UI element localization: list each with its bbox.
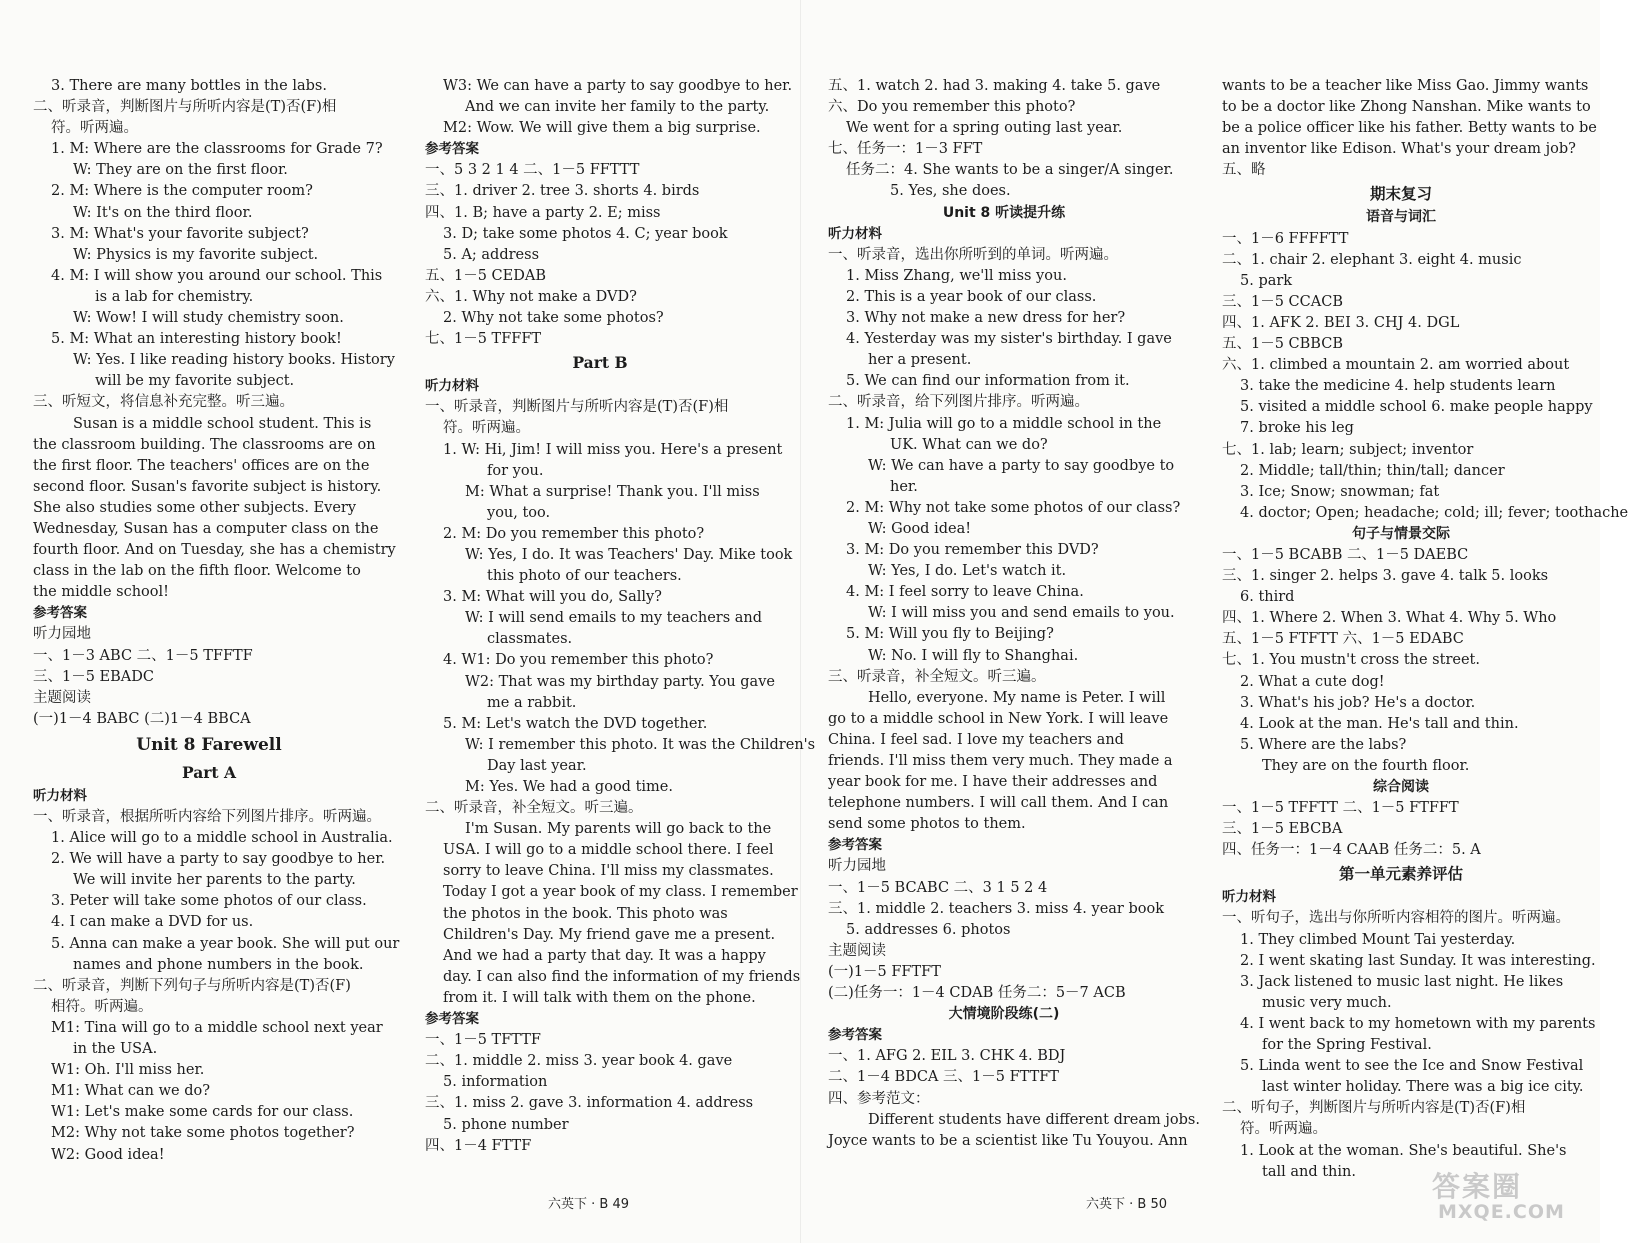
text-line: 相符。听两遍。	[51, 998, 153, 1015]
text-line: this photo of our teachers.	[487, 568, 682, 585]
subsection-label: 听力材料	[33, 787, 87, 804]
text-line: you, too.	[487, 504, 551, 521]
text-line: music very much.	[1262, 994, 1392, 1011]
text-line: W: I will send emails to my teachers and	[465, 610, 763, 627]
text-line: 符。听两遍。	[443, 420, 530, 437]
text-line: friends. I'll miss them very much. They made a	[828, 753, 1173, 769]
text-line: (二)任务一：1－4 CDAB 任务二：5－7 ACB	[828, 985, 1126, 1002]
text-line: last winter holiday. There was a big ice city.	[1262, 1079, 1584, 1096]
text-line: (一)1－5 FFTFT	[828, 963, 941, 980]
text-line: W: They are on the first floor.	[73, 162, 288, 179]
text-line: (一)1－4 BABC (二)1－4 BBCA	[33, 710, 251, 727]
text-line: me a rabbit.	[487, 694, 577, 711]
column-3	[828, 76, 1200, 1152]
text-line: 3. D; take some photos 4. C; year book	[443, 225, 728, 242]
text-line: 1. W: Hi, Jim! I will miss you. Here's a present	[443, 441, 783, 458]
page-fold-divider	[800, 0, 801, 1243]
text-line: 一、听录音，选出你所听到的单词。听两遍。	[828, 246, 1118, 263]
text-line: 二、听句子，判断图片与所听内容是(T)否(F)相	[1222, 1100, 1526, 1117]
section-heading: Unit 8 Farewell	[136, 734, 282, 755]
text-line: 七、1. You mustn't cross the street.	[1222, 652, 1480, 669]
text-line: for you.	[487, 462, 544, 479]
text-line: 2. I went skating last Sunday. It was interesting.	[1240, 952, 1596, 969]
text-line: will be my favorite subject.	[95, 373, 295, 390]
section-heading: 句子与情景交际	[1352, 525, 1450, 542]
text-line: We will invite her parents to the party.	[73, 872, 356, 889]
text-line: 一、1－5 BCABC 二、3 1 5 2 4	[828, 879, 1048, 896]
subsection-label: 参考答案	[828, 1027, 882, 1044]
text-line: 一、5 3 2 1 4 二、1－5 FFTTT	[425, 162, 640, 179]
text-line: is a lab for chemistry.	[95, 288, 254, 305]
text-line: 3. M: What will you do, Sally?	[443, 589, 662, 606]
text-line: 2. This is a year book of our class.	[846, 288, 1097, 305]
text-line: 三、1. singer 2. helps 3. gave 4. talk 5. looks	[1222, 568, 1549, 585]
subsection-label: 听力材料	[425, 378, 479, 395]
text-line: 3. Ice; Snow; snowman; fat	[1240, 483, 1440, 500]
text-line: the first floor. The teachers' offices are on the	[33, 457, 370, 474]
text-line: 一、1－5 TFTTF	[425, 1032, 541, 1049]
text-line: They are on the fourth floor.	[1262, 757, 1470, 774]
text-line: 五、1－5 CEDAB	[425, 267, 546, 284]
section-heading: 大情境阶段练(二)	[948, 1006, 1060, 1023]
text-line: 三、听录音，补全短文。听三遍。	[828, 668, 1046, 685]
text-line: 6. third	[1240, 589, 1295, 606]
text-line: 三、1. middle 2. teachers 3. miss 4. year book	[828, 900, 1164, 917]
text-line: W: Yes, I do. Let's watch it.	[868, 563, 1067, 580]
text-line: 三、1－5 EBCBA	[1222, 821, 1343, 838]
text-line: 一、1－5 BCABB 二、1－5 DAEBC	[1222, 546, 1469, 563]
text-line: year book for me. I have their addresses and	[828, 774, 1158, 791]
text-line: W: I remember this photo. It was the Children's	[465, 736, 816, 753]
text-line: 7. broke his leg	[1240, 420, 1354, 437]
text-line: M: Yes. We had a good time.	[465, 779, 673, 795]
section-heading: 第一单元素养评估	[1338, 864, 1463, 884]
text-line: 3. What's his job? He's a doctor.	[1240, 694, 1476, 711]
text-line: 听力园地	[828, 858, 886, 875]
text-line: 六、1. Why not make a DVD?	[425, 288, 637, 305]
text-line: 2. Why not take some photos?	[443, 310, 664, 327]
text-line: 一、听句子，选出与你所听内容相符的图片。听两遍。	[1222, 910, 1570, 927]
text-line: 3. M: What's your favorite subject?	[51, 225, 309, 242]
text-line: 三、1－5 EBADC	[33, 668, 154, 685]
text-line: 1. Alice will go to a middle school in Australia.	[51, 830, 393, 847]
subsection-label: 参考答案	[33, 605, 87, 622]
text-line: 5. information	[443, 1074, 548, 1091]
text-line: 四、参考范文：	[828, 1090, 930, 1107]
text-line: 5. visited a middle school 6. make people happy	[1240, 399, 1593, 416]
text-line: 5. addresses 6. photos	[846, 921, 1011, 938]
text-line: Children's Day. My friend gave me a present.	[443, 926, 776, 943]
text-line: 5. Where are the labs?	[1240, 736, 1407, 753]
text-line: 七、任务一：1－3 FFT	[828, 141, 983, 158]
section-heading: Part A	[181, 762, 237, 782]
watermark-logo	[1432, 1165, 1582, 1229]
text-line: telephone numbers. I will call them. And I can	[828, 795, 1169, 812]
text-line: an inventor like Edison. What's your dream job?	[1222, 141, 1576, 158]
text-line: the classroom building. The classrooms are on	[33, 436, 376, 453]
text-line: 四、1. Where 2. When 3. What 4. Why 5. Who	[1222, 610, 1557, 627]
watermark-text-top: 答案圈	[1432, 1170, 1523, 1203]
text-line: 5. Anna can make a year book. She will put our	[51, 935, 400, 952]
text-line: for the Spring Festival.	[1262, 1037, 1432, 1054]
text-line: 六、1. climbed a mountain 2. am worried about	[1222, 357, 1570, 374]
text-line: 3. take the medicine 4. help students learn	[1240, 378, 1556, 395]
text-line: 2. M: Where is the computer room?	[51, 183, 313, 200]
text-line: 5. M: What an interesting history book!	[51, 331, 342, 348]
text-line: 三、1－5 CCACB	[1222, 293, 1343, 310]
text-line: fourth floor. And on Tuesday, she has a chemistry	[33, 542, 396, 559]
text-line: 符。听两遍。	[51, 120, 138, 137]
subsection-label: 参考答案	[828, 837, 882, 854]
text-line: 5. A; address	[443, 246, 540, 263]
column-2	[425, 76, 816, 1157]
text-line: 二、1. chair 2. elephant 3. eight 4. music	[1222, 251, 1522, 268]
left-page-footer: 六英下 · B 49	[548, 1197, 629, 1212]
text-line: 5. Yes, she does.	[890, 183, 1011, 200]
text-line: 三、听短文，将信息补充完整。听三遍。	[33, 394, 294, 411]
text-line: 4. I went back to my hometown with my parents	[1240, 1015, 1596, 1032]
text-line: 四、1－4 FTTF	[425, 1137, 532, 1154]
text-line: 5. Linda went to see the Ice and Snow Festival	[1240, 1058, 1584, 1075]
subsection-label: 听力材料	[1222, 889, 1276, 906]
text-line: Today I got a year book of my class. I remember	[443, 884, 798, 901]
text-line: I'm Susan. My parents will go back to the	[465, 821, 772, 838]
text-line: in the USA.	[73, 1041, 158, 1058]
text-line: 五、1－5 CBBCB	[1222, 336, 1343, 353]
text-line: W3: We can have a party to say goodbye to her.	[443, 78, 793, 94]
text-line: 二、听录音，给下列图片排序。听两遍。	[828, 394, 1089, 411]
text-line: 3. Peter will take some photos of our class.	[51, 893, 367, 910]
text-line: 二、1－4 BDCA 三、1－5 FTTFT	[828, 1069, 1059, 1086]
text-line: 三、1. driver 2. tree 3. shorts 4. birds	[425, 183, 700, 200]
text-line: W1: Let's make some cards for our class.	[51, 1104, 354, 1121]
text-line: 1. Look at the woman. She's beautiful. She's	[1240, 1142, 1567, 1159]
text-line: 1. Miss Zhang, we'll miss you.	[846, 267, 1067, 284]
text-line: 1. M: Julia will go to a middle school in the	[846, 415, 1162, 432]
text-line: her a present.	[868, 352, 972, 369]
text-line: Wednesday, Susan has a computer class on the	[33, 520, 379, 537]
text-line: 听力园地	[33, 626, 91, 643]
text-line: 一、1. AFG 2. EIL 3. CHK 4. BDJ	[828, 1048, 1066, 1065]
text-line: 任务二：4. She wants to be a singer/A singer.	[846, 162, 1174, 179]
section-heading: Part B	[572, 353, 628, 373]
text-line: send some photos to them.	[828, 816, 1026, 833]
text-line: 一、1－3 ABC 二、1－5 TFFTF	[33, 647, 253, 664]
text-line: 2. What a cute dog!	[1240, 673, 1385, 690]
text-line: 六、Do you remember this photo?	[828, 99, 1076, 116]
subsection-label: 参考答案	[425, 141, 479, 158]
text-line: from it. I will talk with them on the phone.	[443, 989, 756, 1006]
text-line: UK. What can we do?	[890, 436, 1048, 453]
section-heading: 期末复习	[1369, 184, 1432, 204]
text-line: day. I can also find the information of my friends	[443, 968, 801, 985]
text-line: her.	[890, 478, 918, 495]
text-line: W: Good idea!	[868, 520, 972, 537]
text-line: 5. park	[1240, 272, 1293, 289]
text-line: Joyce wants to be a scientist like Tu Youyou. Ann	[828, 1132, 1188, 1149]
text-line: 2. M: Why not take some photos of our class?	[846, 499, 1181, 516]
text-line: M1: Tina will go to a middle school next year	[51, 1019, 383, 1036]
text-line: W: Wow! I will study chemistry soon.	[73, 310, 344, 327]
text-line: W: Yes, I do. It was Teachers' Day. Mike took	[465, 546, 793, 563]
text-line: 主题阅读	[33, 689, 91, 706]
text-line: W1: Oh. I'll miss her.	[51, 1062, 205, 1079]
text-line: And we can invite her family to the party.	[465, 99, 770, 116]
subsection-label: 参考答案	[425, 1011, 479, 1028]
text-line: 二、1. middle 2. miss 3. year book 4. gave	[425, 1053, 733, 1070]
text-line: Hello, everyone. My name is Peter. I will	[868, 689, 1166, 706]
text-line: 四、1. AFK 2. BEI 3. CHJ 4. DGL	[1222, 314, 1460, 331]
text-line: We went for a spring outing last year.	[846, 120, 1123, 137]
text-line: 五、略	[1222, 162, 1266, 179]
text-line: 一、1－6 FFFFTT	[1222, 230, 1349, 247]
text-line: Susan is a middle school student. This is	[73, 415, 372, 432]
text-line: 5. M: Will you fly to Beijing?	[846, 626, 1054, 643]
text-line: She also studies some other subjects. Every	[33, 499, 357, 516]
text-line: 4. doctor; Open; headache; cold; ill; fever; toothache	[1240, 504, 1628, 521]
section-heading: 语音与词汇	[1366, 209, 1436, 226]
text-line: 一、听录音，判断图片与所听内容是(T)否(F)相	[425, 399, 729, 416]
text-line: 一、听录音，根据所听内容给下列图片排序。听两遍。	[33, 809, 381, 825]
text-line: 2. M: Do you remember this photo?	[443, 525, 705, 542]
text-line: to be a doctor like Zhong Nanshan. Mike wants to	[1222, 99, 1591, 116]
text-line: the photos in the book. This photo was	[443, 905, 728, 922]
text-line: 4. Look at the man. He's tall and thin.	[1240, 715, 1519, 732]
text-line: 3. Jack listened to music last night. He likes	[1240, 973, 1564, 990]
text-line: go to a middle school in New York. I will leave	[828, 710, 1169, 727]
column-4	[1222, 76, 1628, 1183]
text-line: 符。听两遍。	[1240, 1121, 1327, 1138]
text-line: China. I feel sad. I love my teachers and	[828, 731, 1124, 748]
text-line: 五、1. watch 2. had 3. making 4. take 5. gave	[828, 78, 1161, 94]
text-line: 七、1. lab; learn; subject; inventor	[1222, 441, 1474, 458]
text-line: the middle school!	[33, 584, 169, 601]
text-line: 二、听录音，补全短文。听三遍。	[425, 800, 643, 817]
text-line: 5. phone number	[443, 1116, 569, 1133]
text-line: W2: Good idea!	[51, 1146, 165, 1163]
text-line: W: Yes. I like reading history books. History	[73, 352, 395, 369]
text-line: 一、1－5 TFFTT 二、1－5 FTFFT	[1222, 800, 1459, 817]
text-line: 主题阅读	[828, 942, 886, 959]
text-line: 5. M: Let's watch the DVD together.	[443, 715, 708, 732]
text-line: 4. M: I will show you around our school. This	[51, 267, 383, 284]
text-line: 四、1. B; have a party 2. E; miss	[425, 204, 661, 221]
text-line: M2: Wow. We will give them a big surprise.	[443, 120, 761, 137]
text-line: W: No. I will fly to Shanghai.	[868, 647, 1079, 664]
text-line: 3. There are many bottles in the labs.	[51, 78, 327, 94]
text-line: class in the lab on the fifth floor. Welcome to	[33, 563, 361, 580]
text-line: USA. I will go to a middle school there. I feel	[443, 842, 774, 859]
text-line: 4. Yesterday was my sister's birthday. I gave	[846, 331, 1172, 348]
text-line: 七、1－5 TFFFT	[425, 331, 542, 348]
text-line: W: It's on the third floor.	[73, 204, 253, 221]
text-line: 2. We will have a party to say goodbye to her.	[51, 851, 386, 868]
text-line: 五、1－5 FTFTT 六、1－5 EDABC	[1222, 631, 1464, 648]
text-line: 1. They climbed Mount Tai yesterday.	[1240, 931, 1516, 948]
text-line: sorry to leave China. I'll miss my classmates.	[443, 863, 774, 880]
text-line: Different students have different dream jobs.	[868, 1111, 1200, 1128]
text-line: be a police officer like his father. Betty wants to be	[1222, 120, 1597, 137]
text-line: 2. Middle; tall/thin; thin/tall; dancer	[1240, 462, 1505, 479]
right-page-footer: 六英下 · B 50	[1086, 1197, 1167, 1212]
text-line: M1: What can we do?	[51, 1083, 210, 1100]
text-line: 5. We can find our information from it.	[846, 373, 1130, 390]
text-line: 4. M: I feel sorry to leave China.	[846, 584, 1084, 601]
text-line: tall and thin.	[1262, 1163, 1356, 1180]
text-line: names and phone numbers in the book.	[73, 956, 364, 973]
text-line: wants to be a teacher like Miss Gao. Jimmy wants	[1222, 78, 1589, 94]
text-line: 1. M: Where are the classrooms for Grade 7?	[51, 141, 383, 158]
text-line: 3. Why not make a new dress for her?	[846, 310, 1126, 327]
text-line: W: We can have a party to say goodbye to	[868, 457, 1175, 474]
text-line: 四、任务一：1－4 CAAB 任务二：5. A	[1222, 842, 1481, 859]
section-heading: Unit 8 听读提升练	[942, 204, 1066, 221]
text-line: 二、听录音，判断图片与所听内容是(T)否(F)相	[33, 99, 337, 116]
text-line: M2: Why not take some photos together?	[51, 1125, 355, 1142]
text-line: 4. I can make a DVD for us.	[51, 914, 254, 931]
column-1	[33, 76, 400, 1166]
text-line: W: Physics is my favorite subject.	[73, 246, 319, 263]
text-line: Day last year.	[487, 757, 587, 774]
watermark-text-bottom: MXQE.COM	[1438, 1201, 1565, 1223]
text-line: 二、听录音，判断下列句子与所听内容是(T)否(F)	[33, 977, 351, 994]
text-line: 三、1. miss 2. gave 3. information 4. address	[425, 1095, 754, 1112]
text-line: W2: That was my birthday party. You gave	[465, 673, 775, 690]
text-line: classmates.	[487, 631, 573, 648]
section-heading: 综合阅读	[1373, 779, 1429, 795]
text-line: 3. M: Do you remember this DVD?	[846, 542, 1099, 559]
subsection-label: 听力材料	[828, 225, 882, 242]
text-line: W: I will miss you and send emails to you.	[868, 605, 1175, 622]
text-line: second floor. Susan's favorite subject is history.	[33, 478, 382, 495]
text-line: 4. W1: Do you remember this photo?	[443, 652, 714, 669]
text-line: M: What a surprise! Thank you. I'll miss	[465, 483, 760, 500]
text-line: And we had a party that day. It was a happy	[443, 947, 766, 964]
